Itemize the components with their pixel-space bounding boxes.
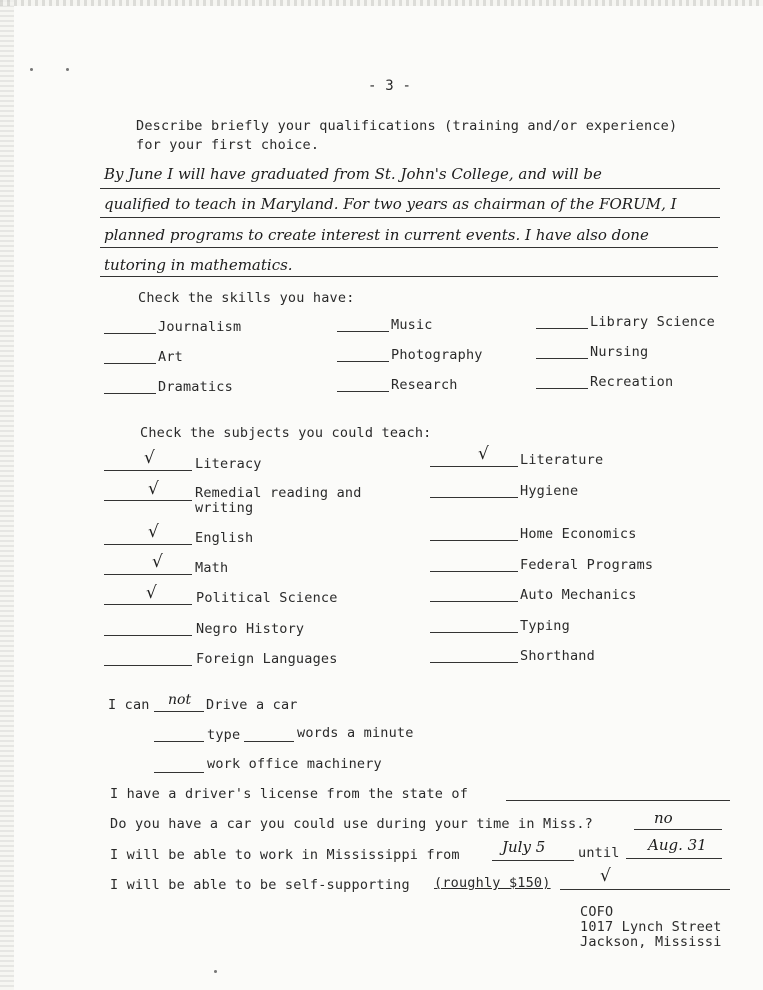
machinery-label: work office machinery [207, 756, 382, 772]
subject-math: Math [195, 560, 229, 576]
machinery-blank [154, 772, 204, 773]
scan-speck [30, 68, 33, 71]
skills-heading: Check the skills you have: [138, 290, 355, 306]
support-checkmark: √ [600, 866, 611, 886]
subject-blank [104, 665, 192, 666]
answer-rule [100, 217, 720, 218]
checkmark-literacy: √ [144, 448, 155, 468]
skill-music: Music [391, 317, 433, 333]
skill-journalism: Journalism [158, 319, 242, 335]
subjects-heading: Check the subjects you could teach: [140, 425, 432, 441]
skill-blank [536, 358, 588, 359]
scan-edge-top [0, 0, 763, 6]
subject-negro-history: Negro History [196, 621, 305, 637]
skill-blank [536, 328, 588, 329]
type-blank [154, 741, 204, 742]
checkmark-remedial: √ [148, 479, 159, 499]
subject-literature: Literature [520, 452, 604, 468]
drive-prefix: I can [108, 697, 150, 713]
address-city: Jackson, Mississi [580, 934, 722, 950]
subject-shorthand: Shorthand [520, 648, 595, 664]
until-label: until [578, 845, 620, 861]
from-answer: July 5 [502, 838, 546, 856]
subject-foreign-languages: Foreign Languages [196, 651, 338, 667]
work-label: I will be able to work in Mississippi from [110, 847, 460, 863]
drive-suffix: Drive a car [206, 697, 298, 713]
subject-blank [104, 500, 192, 501]
skill-blank [104, 333, 156, 334]
skill-blank [104, 393, 156, 394]
words-label: words a minute [297, 725, 414, 741]
qualifications-answer-line2: qualified to teach in Maryland. For two years as chairman of the FORUM, I [104, 195, 677, 213]
subject-blank [430, 632, 518, 633]
subject-hygiene: Hygiene [520, 483, 579, 499]
subject-auto-mechanics: Auto Mechanics [520, 587, 637, 603]
skill-photography: Photography [391, 347, 483, 363]
qualifications-prompt-line1: Describe briefly your qualifications (training and/or experience) [136, 118, 678, 134]
license-label: I have a driver's license from the state of [110, 786, 469, 802]
address-street: 1017 Lynch Street [580, 919, 722, 935]
type-label: type [207, 727, 241, 743]
subject-political-science: Political Science [196, 590, 338, 606]
skill-blank [337, 391, 389, 392]
answer-rule [100, 188, 720, 189]
subject-blank [104, 544, 192, 545]
subject-remedial-writing: writing [195, 500, 254, 516]
skill-dramatics: Dramatics [158, 379, 233, 395]
subject-blank [430, 466, 518, 467]
qualifications-answer-line3: planned programs to create interest in current events. I have also done [104, 226, 649, 244]
car-answer: no [654, 809, 673, 827]
from-blank [492, 860, 574, 861]
until-blank [626, 858, 722, 859]
drive-blank [154, 711, 204, 712]
answer-rule [100, 247, 718, 248]
skill-research: Research [391, 377, 458, 393]
car-blank [634, 829, 722, 830]
skill-art: Art [158, 349, 183, 365]
skill-nursing: Nursing [590, 344, 649, 360]
subject-blank [430, 497, 518, 498]
subject-blank [430, 540, 518, 541]
subject-typing: Typing [520, 618, 570, 634]
subject-blank [104, 635, 192, 636]
qualifications-prompt-line2: for your first choice. [136, 137, 320, 153]
subject-federal-programs: Federal Programs [520, 557, 654, 573]
license-blank [506, 800, 730, 801]
subject-blank [104, 574, 192, 575]
answer-rule [100, 276, 718, 277]
subject-literacy: Literacy [195, 456, 262, 472]
subject-blank [104, 604, 192, 605]
skill-blank [337, 361, 389, 362]
until-answer: Aug. 31 [648, 836, 707, 854]
address-org: COFO [580, 904, 614, 920]
subject-blank [104, 470, 192, 471]
car-label: Do you have a car you could use during your time in Miss.? [110, 816, 594, 832]
page-number: - 3 - [368, 78, 412, 94]
support-blank [560, 889, 730, 890]
checkmark-english: √ [148, 522, 159, 542]
skill-recreation: Recreation [590, 374, 674, 390]
subject-remedial-reading: Remedial reading and [195, 485, 362, 501]
qualifications-answer-line4: tutoring in mathematics. [104, 256, 293, 274]
scan-speck [214, 970, 217, 973]
checkmark-literature: √ [478, 444, 489, 464]
checkmark-political-science: √ [146, 583, 157, 603]
subject-english: English [195, 530, 254, 546]
subject-home-economics: Home Economics [520, 526, 637, 542]
drive-answer: not [168, 692, 192, 708]
scan-speck [66, 68, 69, 71]
qualifications-answer-line1: By June I will have graduated from St. John's College, and will be [104, 165, 602, 183]
skill-blank [536, 388, 588, 389]
support-label: I will be able to be self-supporting [110, 877, 410, 893]
skill-library-science: Library Science [590, 314, 715, 330]
subject-blank [430, 662, 518, 663]
subject-blank [430, 571, 518, 572]
support-amount: (roughly $150) [434, 875, 551, 891]
skill-blank [337, 331, 389, 332]
skill-blank [104, 363, 156, 364]
scan-edge-left [0, 0, 14, 990]
checkmark-math: √ [152, 552, 163, 572]
subject-blank [430, 601, 518, 602]
words-blank [244, 741, 294, 742]
